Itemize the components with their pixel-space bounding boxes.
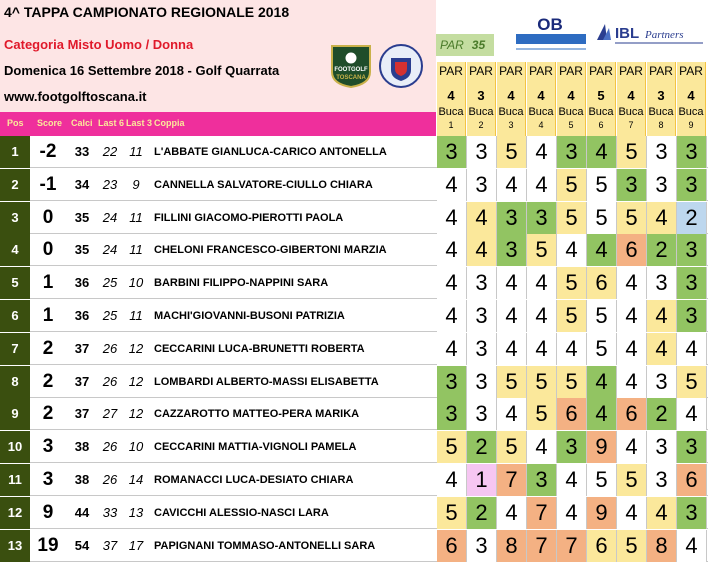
hole-score-4: 7 bbox=[527, 497, 557, 529]
hole-buca-label: Buca bbox=[528, 106, 554, 118]
hole-score-7: 5 bbox=[617, 136, 647, 168]
hole-score-3: 5 bbox=[497, 366, 527, 398]
row-score: 2 bbox=[42, 403, 54, 425]
row-last3: 12 bbox=[128, 373, 144, 389]
hole-score-6: 5 bbox=[587, 169, 617, 201]
hole-score-6: 5 bbox=[587, 300, 617, 332]
hole-score-6: 4 bbox=[587, 234, 617, 266]
hole-score-1: 4 bbox=[437, 169, 467, 201]
hole-score-3: 4 bbox=[497, 333, 527, 365]
hole-par-value: 4 bbox=[507, 88, 515, 103]
hole-score-5: 4 bbox=[557, 333, 587, 365]
hole-score-8: 3 bbox=[647, 136, 677, 168]
row-position: 10 bbox=[0, 431, 30, 463]
hole-header-9 bbox=[677, 62, 706, 136]
row-position: 7 bbox=[0, 333, 30, 365]
club-logo bbox=[379, 44, 423, 88]
hole-score-7: 4 bbox=[617, 300, 647, 332]
row-calci: 37 bbox=[74, 340, 90, 356]
hole-score-8: 3 bbox=[647, 169, 677, 201]
hole-score-4: 3 bbox=[527, 202, 557, 234]
hole-score-1: 4 bbox=[437, 333, 467, 365]
hole-score-9: 3 bbox=[677, 136, 707, 168]
hole-score-3: 7 bbox=[497, 464, 527, 496]
row-score: 9 bbox=[42, 501, 54, 523]
hole-par-label: PAR bbox=[619, 64, 643, 78]
row-calci: 36 bbox=[74, 275, 90, 291]
row-calci: 44 bbox=[74, 504, 90, 520]
hole-score-7: 3 bbox=[617, 169, 647, 201]
hole-par-value: 4 bbox=[627, 88, 635, 103]
hole-score-5: 4 bbox=[557, 497, 587, 529]
hole-score-4: 3 bbox=[527, 464, 557, 496]
hole-score-4: 4 bbox=[527, 300, 557, 332]
hole-header-5 bbox=[557, 62, 586, 136]
hole-score-3: 5 bbox=[497, 136, 527, 168]
hole-score-8: 4 bbox=[647, 333, 677, 365]
col-calci: Calci bbox=[71, 118, 93, 128]
hole-score-4: 4 bbox=[527, 267, 557, 299]
row-position: 1 bbox=[0, 136, 30, 168]
hole-score-6: 9 bbox=[587, 431, 617, 463]
hole-score-7: 4 bbox=[617, 431, 647, 463]
category-label: Categoria Misto Uomo / Donna bbox=[4, 37, 194, 52]
row-coppia: PAPIGNANI TOMMASO-ANTONELLI SARA bbox=[154, 539, 376, 552]
row-last6: 24 bbox=[102, 209, 118, 225]
row-calci: 36 bbox=[74, 308, 90, 323]
hole-score-7: 4 bbox=[617, 333, 647, 365]
row-position: 12 bbox=[0, 497, 30, 529]
row-calci: 37 bbox=[74, 406, 90, 422]
hole-score-6: 5 bbox=[587, 464, 617, 496]
hole-par-value: 4 bbox=[447, 88, 455, 103]
hole-header-6 bbox=[587, 62, 616, 136]
hole-par-value: 4 bbox=[687, 88, 695, 103]
row-calci: 37 bbox=[74, 373, 90, 389]
table-row bbox=[0, 497, 708, 529]
hole-score-1: 3 bbox=[437, 366, 467, 398]
footgolf-toscana-logo bbox=[330, 44, 372, 88]
hole-score-2: 3 bbox=[467, 267, 497, 299]
hole-score-8: 4 bbox=[647, 300, 677, 332]
svg-text:Partners: Partners bbox=[645, 29, 684, 41]
row-calci: 35 bbox=[74, 209, 90, 225]
row-last3: 12 bbox=[128, 340, 144, 356]
row-last3: 10 bbox=[128, 439, 144, 455]
hole-score-6: 4 bbox=[587, 366, 617, 398]
hole-score-2: 3 bbox=[467, 333, 497, 365]
hole-score-7: 5 bbox=[617, 464, 647, 496]
table-row bbox=[0, 234, 708, 266]
row-coppia: CECCARINI MATTIA-VIGNOLI PAMELA bbox=[154, 441, 357, 454]
hole-number: 2 bbox=[478, 120, 484, 130]
hole-score-8: 2 bbox=[647, 234, 677, 266]
row-coppia: ROMANACCI LUCA-DESIATO CHIARA bbox=[154, 474, 354, 486]
hole-score-2: 2 bbox=[467, 497, 497, 529]
row-last3: 11 bbox=[129, 242, 143, 258]
row-last6: 26 bbox=[102, 340, 118, 356]
row-coppia: CAZZAROTTO MATTEO-PERA MARIKA bbox=[154, 408, 360, 421]
hole-score-1: 5 bbox=[437, 431, 467, 463]
hole-score-4: 4 bbox=[527, 169, 557, 201]
hole-score-7: 4 bbox=[617, 497, 647, 529]
hole-score-8: 3 bbox=[647, 267, 677, 299]
svg-text:OB: OB bbox=[537, 15, 563, 34]
table-row bbox=[0, 267, 708, 299]
website-link[interactable]: www.footgolftoscana.it bbox=[4, 89, 147, 104]
sponsor-ibl-partners-logo bbox=[595, 20, 705, 48]
svg-text:TOSCANA: TOSCANA bbox=[336, 75, 366, 81]
row-coppia: CANNELLA SALVATORE-CIULLO CHIARA bbox=[154, 178, 373, 191]
hole-score-6: 4 bbox=[587, 398, 617, 430]
row-position: 2 bbox=[0, 169, 30, 201]
table-row bbox=[0, 136, 708, 168]
hole-score-6: 5 bbox=[587, 202, 617, 234]
table-row bbox=[0, 333, 708, 365]
hole-score-6: 4 bbox=[587, 136, 617, 168]
hole-par-label: PAR bbox=[499, 64, 523, 78]
hole-number: 6 bbox=[598, 120, 604, 130]
hole-par-value: 5 bbox=[597, 88, 605, 103]
row-last3: 17 bbox=[128, 537, 144, 553]
hole-score-7: 5 bbox=[617, 202, 647, 234]
hole-score-5: 5 bbox=[557, 169, 587, 201]
row-last6: 25 bbox=[102, 308, 118, 323]
hole-par-label: PAR bbox=[679, 64, 703, 78]
row-last6: 27 bbox=[102, 406, 118, 422]
hole-number: 3 bbox=[508, 120, 514, 130]
row-last6: 23 bbox=[102, 176, 118, 192]
hole-score-8: 3 bbox=[647, 464, 677, 496]
hole-score-2: 2 bbox=[467, 431, 497, 463]
row-last6: 26 bbox=[102, 472, 118, 487]
row-coppia: BARBINI FILIPPO-NAPPINI SARA bbox=[154, 277, 329, 290]
hole-score-1: 4 bbox=[437, 202, 467, 234]
hole-score-8: 2 bbox=[647, 398, 677, 430]
hole-score-2: 3 bbox=[467, 398, 497, 430]
row-coppia: LOMBARDI ALBERTO-MASSI ELISABETTA bbox=[154, 375, 379, 388]
hole-score-2: 3 bbox=[467, 169, 497, 201]
hole-buca-label: Buca bbox=[678, 106, 704, 118]
hole-buca-label: Buca bbox=[498, 106, 524, 118]
row-position: 9 bbox=[0, 398, 30, 430]
hole-score-8: 4 bbox=[647, 497, 677, 529]
row-score: 1 bbox=[42, 272, 54, 294]
hole-score-6: 5 bbox=[587, 333, 617, 365]
hole-score-1: 5 bbox=[437, 497, 467, 529]
row-last6: 37 bbox=[102, 537, 118, 553]
hole-buca-label: Buca bbox=[558, 106, 584, 118]
hole-score-5: 5 bbox=[557, 267, 587, 299]
row-last3: 11 bbox=[129, 209, 143, 225]
hole-score-9: 3 bbox=[677, 431, 707, 463]
row-score: 3 bbox=[42, 469, 54, 490]
hole-par-label: PAR bbox=[559, 64, 583, 78]
row-last6: 24 bbox=[102, 242, 118, 258]
row-calci: 35 bbox=[74, 242, 90, 258]
hole-score-7: 4 bbox=[617, 366, 647, 398]
hole-score-3: 4 bbox=[497, 300, 527, 332]
hole-score-1: 4 bbox=[437, 267, 467, 299]
table-row bbox=[0, 300, 708, 332]
hole-score-9: 3 bbox=[677, 497, 707, 529]
table-row bbox=[0, 431, 708, 463]
hole-score-2: 4 bbox=[467, 202, 497, 234]
hole-par-value: 4 bbox=[567, 88, 575, 103]
hole-header-4 bbox=[527, 62, 556, 136]
hole-score-3: 3 bbox=[497, 234, 527, 266]
row-last6: 25 bbox=[102, 275, 118, 291]
hole-buca-label: Buca bbox=[618, 106, 644, 118]
col-score: Score bbox=[37, 118, 63, 128]
event-date: Domenica 16 Settembre 2018 - Golf Quarrata bbox=[4, 63, 280, 78]
hole-score-6: 9 bbox=[587, 497, 617, 529]
hole-par-value: 3 bbox=[477, 88, 485, 103]
hole-score-1: 4 bbox=[437, 464, 467, 496]
row-last3: 11 bbox=[129, 308, 143, 323]
hole-score-9: 3 bbox=[677, 234, 707, 266]
hole-score-9: 3 bbox=[677, 169, 707, 201]
hole-score-2: 1 bbox=[467, 464, 497, 496]
hole-buca-label: Buca bbox=[468, 106, 494, 118]
hole-score-1: 4 bbox=[437, 300, 467, 332]
hole-score-2: 3 bbox=[467, 366, 497, 398]
row-coppia: L'ABBATE GIANLUCA-CARICO ANTONELLA bbox=[154, 146, 387, 158]
row-last3: 12 bbox=[128, 406, 144, 422]
row-last3: 11 bbox=[129, 144, 143, 159]
hole-score-4: 5 bbox=[527, 366, 557, 398]
hole-score-2: 4 bbox=[467, 234, 497, 266]
hole-score-5: 5 bbox=[557, 366, 587, 398]
row-score: -1 bbox=[39, 173, 57, 195]
hole-score-8: 4 bbox=[647, 202, 677, 234]
header-panel bbox=[0, 0, 436, 112]
hole-score-9: 4 bbox=[677, 333, 707, 365]
hole-score-4: 4 bbox=[527, 431, 557, 463]
table-row bbox=[0, 169, 708, 201]
hole-number: 1 bbox=[448, 120, 454, 130]
hole-score-2: 3 bbox=[467, 530, 497, 562]
hole-score-3: 5 bbox=[497, 431, 527, 463]
hole-par-label: PAR bbox=[649, 64, 673, 78]
row-position: 13 bbox=[0, 530, 30, 562]
row-last6: 22 bbox=[102, 144, 118, 159]
row-position: 11 bbox=[0, 464, 30, 496]
row-last3: 10 bbox=[128, 275, 144, 291]
hole-number: 5 bbox=[568, 120, 574, 130]
hole-score-6: 6 bbox=[587, 530, 617, 562]
row-score: 3 bbox=[42, 436, 54, 458]
hole-score-4: 4 bbox=[527, 333, 557, 365]
hole-score-5: 3 bbox=[557, 431, 587, 463]
col-last3: Last 3 bbox=[126, 118, 153, 128]
row-last3: 9 bbox=[132, 176, 140, 192]
row-score: 0 bbox=[42, 239, 54, 261]
hole-score-4: 4 bbox=[527, 136, 557, 168]
table-row bbox=[0, 398, 708, 430]
hole-score-5: 5 bbox=[557, 300, 587, 332]
hole-score-3: 3 bbox=[497, 202, 527, 234]
row-coppia: MACHI'GIOVANNI-BUSONI PATRIZIA bbox=[154, 310, 345, 322]
row-score: 0 bbox=[42, 206, 54, 228]
hole-buca-label: Buca bbox=[588, 106, 614, 118]
hole-score-3: 4 bbox=[497, 267, 527, 299]
hole-score-1: 6 bbox=[437, 530, 467, 562]
row-score: 1 bbox=[42, 305, 54, 326]
row-last3: 14 bbox=[128, 472, 144, 487]
col-pos: Pos bbox=[7, 118, 24, 128]
row-position: 4 bbox=[0, 234, 30, 266]
hole-par-value: 3 bbox=[657, 88, 665, 103]
hole-score-2: 3 bbox=[467, 300, 497, 332]
hole-number: 9 bbox=[688, 120, 694, 130]
row-calci: 33 bbox=[74, 144, 90, 159]
hole-par-label: PAR bbox=[589, 64, 613, 78]
row-calci: 38 bbox=[74, 439, 90, 455]
hole-score-3: 4 bbox=[497, 169, 527, 201]
hole-score-7: 5 bbox=[617, 530, 647, 562]
hole-score-3: 4 bbox=[497, 497, 527, 529]
hole-header-3 bbox=[497, 62, 526, 136]
row-position: 8 bbox=[0, 366, 30, 398]
hole-buca-label: Buca bbox=[648, 106, 674, 118]
hole-score-1: 3 bbox=[437, 136, 467, 168]
hole-score-4: 5 bbox=[527, 398, 557, 430]
par-total-box bbox=[436, 34, 494, 56]
hole-header-8 bbox=[647, 62, 676, 136]
hole-score-7: 6 bbox=[617, 398, 647, 430]
col-last6: Last 6 bbox=[98, 118, 125, 128]
row-score: -2 bbox=[39, 141, 57, 162]
hole-score-4: 7 bbox=[527, 530, 557, 562]
page-title: 4^ TAPPA CAMPIONATO REGIONALE 2018 bbox=[4, 4, 290, 20]
hole-score-4: 5 bbox=[527, 234, 557, 266]
row-coppia: CAVICCHI ALESSIO-NASCI LARA bbox=[154, 506, 329, 519]
table-row bbox=[0, 202, 708, 234]
hole-par-label: PAR bbox=[469, 64, 493, 78]
table-row bbox=[0, 366, 708, 398]
hole-par-label: PAR bbox=[439, 64, 463, 78]
hole-score-5: 7 bbox=[557, 530, 587, 562]
hole-score-5: 3 bbox=[557, 136, 587, 168]
hole-score-5: 6 bbox=[557, 398, 587, 430]
logo-text: FOOTGOLF bbox=[334, 67, 368, 73]
hole-score-8: 3 bbox=[647, 431, 677, 463]
hole-score-5: 4 bbox=[557, 464, 587, 496]
sponsor-ob-electronics-logo bbox=[512, 14, 590, 54]
table-header bbox=[0, 112, 436, 136]
par-total: 35 bbox=[471, 38, 486, 52]
hole-number: 7 bbox=[628, 120, 634, 130]
hole-header-2 bbox=[467, 62, 496, 136]
hole-score-5: 4 bbox=[557, 234, 587, 266]
hole-score-9: 3 bbox=[677, 267, 707, 299]
hole-score-9: 5 bbox=[677, 366, 707, 398]
col-coppia: Coppia bbox=[154, 118, 185, 128]
hole-score-2: 3 bbox=[467, 136, 497, 168]
row-score: 2 bbox=[42, 337, 54, 359]
hole-score-7: 6 bbox=[617, 234, 647, 266]
row-position: 3 bbox=[0, 202, 30, 234]
table-row bbox=[0, 464, 708, 496]
hole-score-5: 5 bbox=[557, 202, 587, 234]
hole-score-3: 4 bbox=[497, 398, 527, 430]
row-coppia: FILLINI GIACOMO-PIEROTTI PAOLA bbox=[154, 211, 344, 224]
row-position: 5 bbox=[0, 267, 30, 299]
hole-number: 4 bbox=[538, 120, 544, 130]
row-score: 2 bbox=[42, 370, 54, 392]
row-calci: 54 bbox=[74, 537, 90, 553]
row-position: 6 bbox=[0, 300, 30, 332]
hole-score-8: 8 bbox=[647, 530, 677, 562]
hole-par-label: PAR bbox=[529, 64, 553, 78]
row-calci: 38 bbox=[74, 472, 90, 487]
hole-score-6: 6 bbox=[587, 267, 617, 299]
hole-score-1: 4 bbox=[437, 234, 467, 266]
hole-score-9: 3 bbox=[677, 300, 707, 332]
hole-score-9: 4 bbox=[677, 398, 707, 430]
hole-score-7: 4 bbox=[617, 267, 647, 299]
hole-header-1 bbox=[437, 62, 466, 136]
row-score: 19 bbox=[37, 534, 59, 556]
hole-score-1: 3 bbox=[437, 398, 467, 430]
row-last6: 33 bbox=[102, 504, 118, 520]
hole-header-7 bbox=[617, 62, 646, 136]
row-coppia: CHELONI FRANCESCO-GIBERTONI MARZIA bbox=[154, 244, 387, 257]
hole-par-value: 4 bbox=[537, 88, 545, 103]
hole-number: 8 bbox=[658, 120, 664, 130]
svg-text:IBL: IBL bbox=[615, 25, 640, 42]
hole-score-9: 4 bbox=[677, 530, 707, 562]
hole-buca-label: Buca bbox=[438, 106, 464, 118]
hole-score-8: 3 bbox=[647, 366, 677, 398]
row-last6: 26 bbox=[102, 373, 118, 389]
hole-score-9: 2 bbox=[677, 202, 707, 234]
hole-score-9: 6 bbox=[677, 464, 707, 496]
hole-score-3: 8 bbox=[497, 530, 527, 562]
row-coppia: CECCARINI LUCA-BRUNETTI ROBERTA bbox=[154, 342, 365, 355]
row-last6: 26 bbox=[102, 439, 118, 455]
row-calci: 34 bbox=[74, 176, 90, 192]
row-last3: 13 bbox=[128, 504, 144, 520]
table-row bbox=[0, 530, 708, 562]
par-label: PAR bbox=[440, 38, 464, 52]
